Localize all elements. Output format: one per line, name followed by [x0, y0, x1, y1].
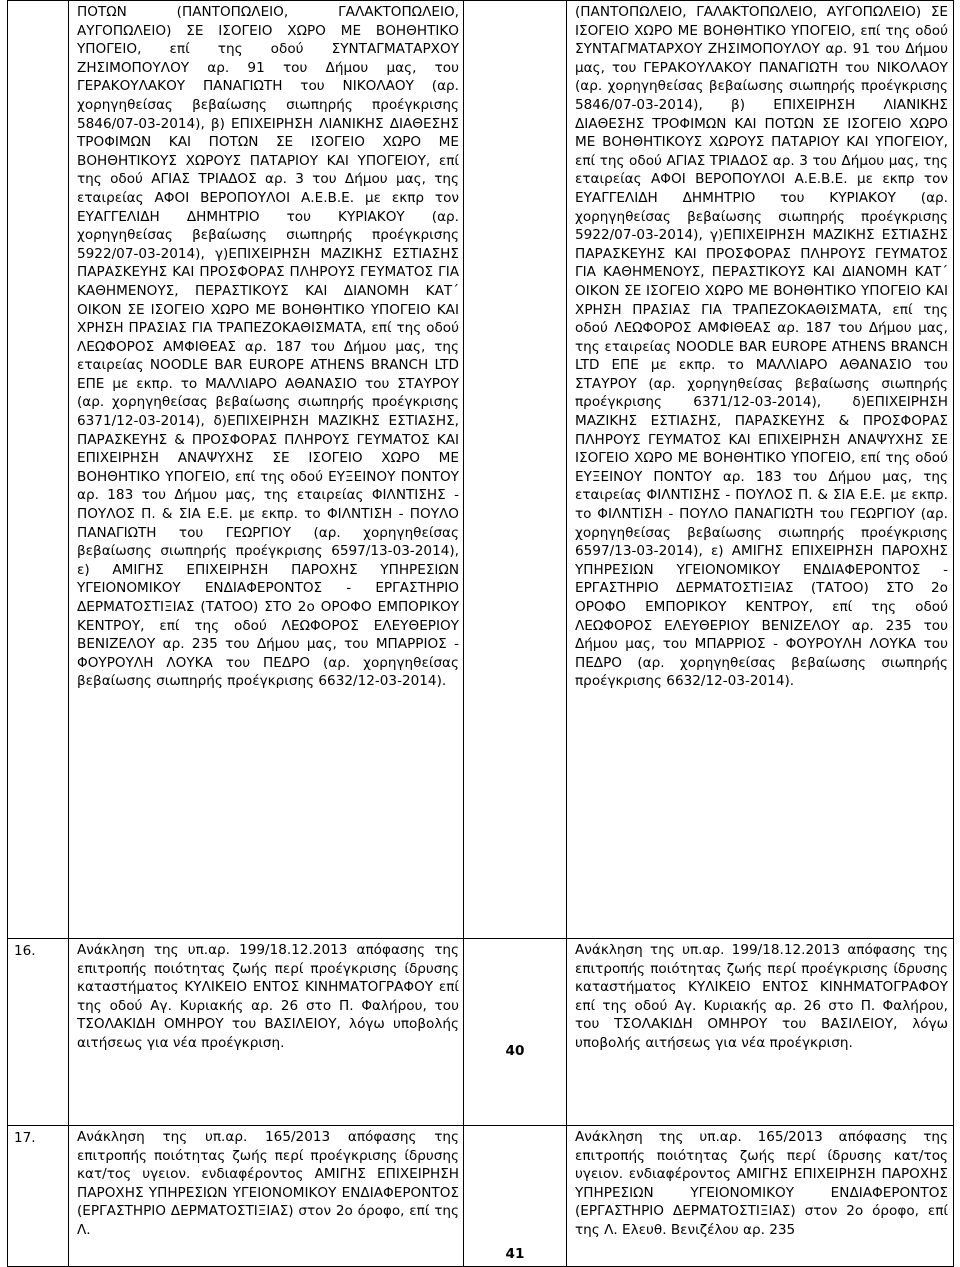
subject-text: Ανάκληση της υπ.αρ. 165/2013 απόφασης της επιτροπής ποιότητας ζωής περί προέγκρισης ίδρυσης κατ/τος υγειον. ενδιαφέροντος ΑΜΙΓΗΣ ΕΠΙΧΕΙΡΗΣΗ ΠΑΡΟΧΗΣ ΥΠΗΡΕΣΙΩΝ ΥΓΕΙΟΝΟΜΙΚΟΥ ΕΝΔΙΑΦΕΡΟΝΤΟΣ (ΕΡΓΑΣΤΗΡΙΟ ΔΕΡΜΑΤΟΣΤΙΞΙΑΣ) στον 2ο όροφο, επί της Λ.: [77, 1129, 459, 1238]
decision-text: Ανάκληση της υπ.αρ. 199/18.12.2013 απόφασης της επιτροπής ποιότητας ζωής περί προέγκρισης ίδρυσης καταστήματος ΚΥΛΙΚΕΙΟ ΕΝΤΟΣ ΚΙΝΗΜΑΤΟΓΡΑΦΟΥ επί της οδού Αγ. Κυριακής αρ. 26 στο Π. Φαλήρου, του ΤΣΟΛΑΚΙΔΗ ΟΜΗΡΟΥ του ΒΑΣΙΛΕΙΟΥ, λόγω υποβολής αιτήσεως για νέα προέγκριση.: [575, 942, 948, 1051]
subject-cell: [69, 1126, 464, 1267]
table-row: [8, 1, 954, 939]
item-number: 17.: [14, 1130, 36, 1146]
item-number-cell: [8, 1, 69, 939]
page-cell: [464, 939, 567, 1126]
page-cell: [464, 1126, 567, 1267]
page-cell: [464, 1, 567, 939]
item-number-cell: [8, 939, 69, 1126]
page-number: 40: [505, 1043, 525, 1059]
item-number: 16.: [14, 943, 36, 959]
item-number: [8, 1, 68, 5]
table-row: [8, 1126, 954, 1267]
agenda-table: [7, 0, 954, 1267]
item-number-cell: [8, 1126, 69, 1267]
decision-cell: [567, 1126, 954, 1267]
decision-text: (ΠΑΝΤΟΠΩΛΕΙΟ, ΓΑΛΑΚΤΟΠΩΛΕΙΟ, ΑΥΓΟΠΩΛΕΙΟ) ΣΕ ΙΣΟΓΕΙΟ ΧΩΡΟ ΜΕ ΒΟΗΘΗΤΙΚΟ ΥΠΟΓΕΙΟ, επί της οδού ΣΥΝΤΑΓΜΑΤΑΡΧΟΥ ΖΗΣΙΜΟΠΟΥΛΟΥ αρ. 91 του Δήμου μας, του ΓΕΡΑΚΟΥΛΑΚΟΥ ΠΑΝΑΓΙΩΤΗ του ΝΙΚΟΛΑΟΥ (αρ. χορηγηθείσας βεβαίωσης σιωπηρής προέγκρισης 5846/07-03-2014), β) ΕΠΙΧΕΙΡΗΣΗ ΛΙΑΝΙΚΗΣ ΔΙΑΘΕΣΗΣ ΤΡΟΦΙΜΩΝ ΚΑΙ ΠΟΤΩΝ ΣΕ ΙΣΟΓΕΙΟ ΧΩΡΟ ΜΕ ΒΟΗΘΗΤΙΚΟΥΣ ΧΩΡΟΥΣ ΠΑΤΑΡΙΟΥ ΚΑΙ ΥΠΟΓΕΙΟΥ, επί της οδού ΑΓΙΑΣ ΤΡΙΑΔΟΣ αρ. 3 του Δήμου μας, της εταιρείας ΑΦΟΙ ΒΕΡΟΠΟΥΛΟΙ Α.Ε.Β.Ε. με εκπρ τον ΕΥΑΓΓΕΛΙΔΗ ΔΗΜΗΤΡΙΟ του ΚΥΡΙΑΚΟΥ (αρ. χορηγηθείσας βεβαίωσης σιωπηρής προέγκρισης 5922/07-03-2014), γ)ΕΠΙΧΕΙΡΗΣΗ ΜΑΖΙΚΗΣ ΕΣΤΙΑΣΗΣ ΠΑΡΑΣΚΕΥΗΣ ΚΑΙ ΠΡΟΣΦΟΡΑΣ ΠΛΗΡΟΥΣ ΓΕΥΜΑΤΟΣ ΓΙΑ ΚΑΘΗΜΕΝΟΥΣ, ΠΕΡΑΣΤΙΚΟΥΣ ΚΑΙ ΔΙΑΝΟΜΗ ΚΑΤ΄ ΟΙΚΟΝ ΣΕ ΙΣΟΓΕΙΟ ΧΩΡΟ ΜΕ ΒΟΗΘΗΤΙΚΟ ΥΠΟΓΕΙΟ ΚΑΙ ΧΡΗΣΗ ΠΡΑΣΙΑΣ ΓΙΑ ΤΡΑΠΕΖΟΚΑΘΙΣΜΑΤΑ, επί της οδού ΛΕΩΦΟΡΟΣ ΑΜΦΙΘΕΑΣ αρ. 187 του Δήμου μας, της εταιρείας NOODLE BAR EUROPE ATHENS BRANCH LTD ΕΠΕ με εκπρ. το ΜΑΛΛΙΑΡΟ ΑΘΑΝΑΣΙΟ του ΣΤΑΥΡΟΥ (αρ. χορηγηθείσας βεβαίωσης σιωπηρής προέγκρισης 6371/12-03-2014), δ)ΕΠΙΧΕΙΡΗΣΗ ΜΑΖΙΚΗΣ ΕΣΤΙΑΣΗΣ, ΠΑΡΑΣΚΕΥΗΣ & ΠΡΟΣΦΟΡΑΣ ΠΛΗΡΟΥΣ ΓΕΥΜΑΤΟΣ ΚΑΙ ΕΠΙΧΕΙΡΗΣΗ ΑΝΑΨΥΧΗΣ ΣΕ ΙΣΟΓΕΙΟ ΧΩΡΟ ΜΕ ΒΟΗΘΗΤΙΚΟ ΥΠΟΓΕΙΟ, επί της οδού ΕΥΞΕΙΝΟΥ ΠΟΝΤΟΥ αρ. 183 του Δήμου μας, της εταιρείας ΦΙΛΝΤΙΣΗΣ - ΠΟΥΛΟΣ Π. & ΣΙΑ Ε.Ε. με εκπρ. το ΦΙΛΝΤΙΣΗ - ΠΟΥΛΟ ΠΑΝΑΓΙΩΤΗ του ΓΕΩΡΓΙΟΥ (αρ. χορηγηθείσας βεβαίωσης σιωπηρής προέγκρισης 6597/13-03-2014), ε) ΑΜΙΓΗΣ ΕΠΙΧΕΙΡΗΣΗ ΠΑΡΟΧΗΣ ΥΠΗΡΕΣΙΩΝ ΥΓΕΙΟΝΟΜΙΚΟΥ ΕΝΔΙΑΦΕΡΟΝΤΟΣ - ΕΡΓΑΣΤΗΡΙΟ ΔΕΡΜΑΤΟΣΤΙΞΙΑΣ (ΤΑΤΟΟ) ΣΤΟ 2ο ΟΡΟΦΟ ΕΜΠΟΡΙΚΟΥ ΚΕΝΤΡΟΥ, επί της οδού ΛΕΩΦΟΡΟΣ ΕΛΕΥΘΕΡΙΟΥ ΒΕΝΙΖΕΛΟΥ αρ. 235 του Δήμου μας, του ΜΠΑΡΡΙΟΣ - ΦΟΥΡΟΥΛΗ ΛΟΥΚΑ του ΠΕΔΡΟ (αρ. χορηγηθείσας βεβαίωσης σιωπηρής προέγκρισης 6632/12-03-2014).: [575, 4, 948, 690]
decision-cell: [567, 939, 954, 1126]
subject-text: ΠΟΤΩΝ (ΠΑΝΤΟΠΩΛΕΙΟ, ΓΑΛΑΚΤΟΠΩΛΕΙΟ, ΑΥΓΟΠΩΛΕΙΟ) ΣΕ ΙΣΟΓΕΙΟ ΧΩΡΟ ΜΕ ΒΟΗΘΗΤΙΚΟ ΥΠΟΓΕΙΟ, επί της οδού ΣΥΝΤΑΓΜΑΤΑΡΧΟΥ ΖΗΣΙΜΟΠΟΥΛΟΥ αρ. 91 του Δήμου μας, του ΓΕΡΑΚΟΥΛΑΚΟΥ ΠΑΝΑΓΙΩΤΗ του ΝΙΚΟΛΑΟΥ (αρ. χορηγηθείσας βεβαίωσης σιωπηρής προέγκρισης 5846/07-03-2014), β) ΕΠΙΧΕΙΡΗΣΗ ΛΙΑΝΙΚΗΣ ΔΙΑΘΕΣΗΣ ΤΡΟΦΙΜΩΝ ΚΑΙ ΠΟΤΩΝ ΣΕ ΙΣΟΓΕΙΟ ΧΩΡΟ ΜΕ ΒΟΗΘΗΤΙΚΟΥΣ ΧΩΡΟΥΣ ΠΑΤΑΡΙΟΥ ΚΑΙ ΥΠΟΓΕΙΟΥ, επί της οδού ΑΓΙΑΣ ΤΡΙΑΔΟΣ αρ. 3 του Δήμου μας, της εταιρείας ΑΦΟΙ ΒΕΡΟΠΟΥΛΟΙ Α.Ε.Β.Ε. με εκπρ τον ΕΥΑΓΓΕΛΙΔΗ ΔΗΜΗΤΡΙΟ του ΚΥΡΙΑΚΟΥ (αρ. χορηγηθείσας βεβαίωσης σιωπηρής προέγκρισης 5922/07-03-2014), γ)ΕΠΙΧΕΙΡΗΣΗ ΜΑΖΙΚΗΣ ΕΣΤΙΑΣΗΣ ΠΑΡΑΣΚΕΥΗΣ ΚΑΙ ΠΡΟΣΦΟΡΑΣ ΠΛΗΡΟΥΣ ΓΕΥΜΑΤΟΣ ΓΙΑ ΚΑΘΗΜΕΝΟΥΣ, ΠΕΡΑΣΤΙΚΟΥΣ ΚΑΙ ΔΙΑΝΟΜΗ ΚΑΤ΄ ΟΙΚΟΝ ΣΕ ΙΣΟΓΕΙΟ ΧΩΡΟ ΜΕ ΒΟΗΘΗΤΙΚΟ ΥΠΟΓΕΙΟ ΚΑΙ ΧΡΗΣΗ ΠΡΑΣΙΑΣ ΓΙΑ ΤΡΑΠΕΖΟΚΑΘΙΣΜΑΤΑ, επί της οδού ΛΕΩΦΟΡΟΣ ΑΜΦΙΘΕΑΣ αρ. 187 του Δήμου μας, της εταιρείας NOODLE BAR EUROPE ATHENS BRANCH LTD ΕΠΕ με εκπρ. το ΜΑΛΛΙΑΡΟ ΑΘΑΝΑΣΙΟ του ΣΤΑΥΡΟΥ (αρ. χορηγηθείσας βεβαίωσης σιωπηρής προέγκρισης 6371/12-03-2014), δ)ΕΠΙΧΕΙΡΗΣΗ ΜΑΖΙΚΗΣ ΕΣΤΙΑΣΗΣ, ΠΑΡΑΣΚΕΥΗΣ & ΠΡΟΣΦΟΡΑΣ ΠΛΗΡΟΥΣ ΓΕΥΜΑΤΟΣ ΚΑΙ ΕΠΙΧΕΙΡΗΣΗ ΑΝΑΨΥΧΗΣ ΣΕ ΙΣΟΓΕΙΟ ΧΩΡΟ ΜΕ ΒΟΗΘΗΤΙΚΟ ΥΠΟΓΕΙΟ, επί της οδού ΕΥΞΕΙΝΟΥ ΠΟΝΤΟΥ αρ. 183 του Δήμου μας, της εταιρείας ΦΙΛΝΤΙΣΗΣ - ΠΟΥΛΟΣ Π. & ΣΙΑ Ε.Ε. με εκπρ. το ΦΙΛΝΤΙΣΗ - ΠΟΥΛΟ ΠΑΝΑΓΙΩΤΗ του ΓΕΩΡΓΙΟΥ (αρ. χορηγηθείσας βεβαίωσης σιωπηρής προέγκρισης 6597/13-03-2014), ε) ΑΜΙΓΗΣ ΕΠΙΧΕΙΡΗΣΗ ΠΑΡΟΧΗΣ ΥΠΗΡΕΣΙΩΝ ΥΓΕΙΟΝΟΜΙΚΟΥ ΕΝΔΙΑΦΕΡΟΝΤΟΣ - ΕΡΓΑΣΤΗΡΙΟ ΔΕΡΜΑΤΟΣΤΙΞΙΑΣ (ΤΑΤΟΟ) ΣΤΟ 2ο ΟΡΟΦΟ ΕΜΠΟΡΙΚΟΥ ΚΕΝΤΡΟΥ, επί της οδού ΛΕΩΦΟΡΟΣ ΕΛΕΥΘΕΡΙΟΥ ΒΕΝΙΖΕΛΟΥ αρ. 235 του Δήμου μας, του ΜΠΑΡΡΙΟΣ - ΦΟΥΡΟΥΛΗ ΛΟΥΚΑ του ΠΕΔΡΟ (αρ. χορηγηθείσας βεβαίωσης σιωπηρής προέγκρισης 6632/12-03-2014).: [77, 4, 459, 690]
table-row: [8, 939, 954, 1126]
decision-cell: [567, 1, 954, 939]
decision-text: Ανάκληση της υπ.αρ. 165/2013 απόφασης της επιτροπής ποιότητας ζωής περί ίδρυσης κατ/τος υγειον. ενδιαφέροντος ΑΜΙΓΗΣ ΕΠΙΧΕΙΡΗΣΗ ΠΑΡΟΧΗΣ ΥΠΗΡΕΣΙΩΝ ΥΓΕΙΟΝΟΜΙΚΟΥ ΕΝΔΙΑΦΕΡΟΝΤΟΣ (ΕΡΓΑΣΤΗΡΙΟ ΔΕΡΜΑΤΟΣΤΙΞΙΑΣ) στον 2ο όροφο, επί της Λ. Ελευθ. Βενιζέλου αρ. 235: [575, 1129, 948, 1238]
page-number: 41: [505, 1246, 525, 1262]
subject-cell: [69, 939, 464, 1126]
subject-text: Ανάκληση της υπ.αρ. 199/18.12.2013 απόφασης της επιτροπής ποιότητας ζωής περί προέγκρισης ίδρυσης καταστήματος ΚΥΛΙΚΕΙΟ ΕΝΤΟΣ ΚΙΝΗΜΑΤΟΓΡΑΦΟΥ επί της οδού Αγ. Κυριακής αρ. 26 στο Π. Φαλήρου, του ΤΣΟΛΑΚΙΔΗ ΟΜΗΡΟΥ του ΒΑΣΙΛΕΙΟΥ, λόγω υποβολής αιτήσεως για νέα προέγκριση.: [77, 942, 459, 1051]
subject-cell: [69, 1, 464, 939]
